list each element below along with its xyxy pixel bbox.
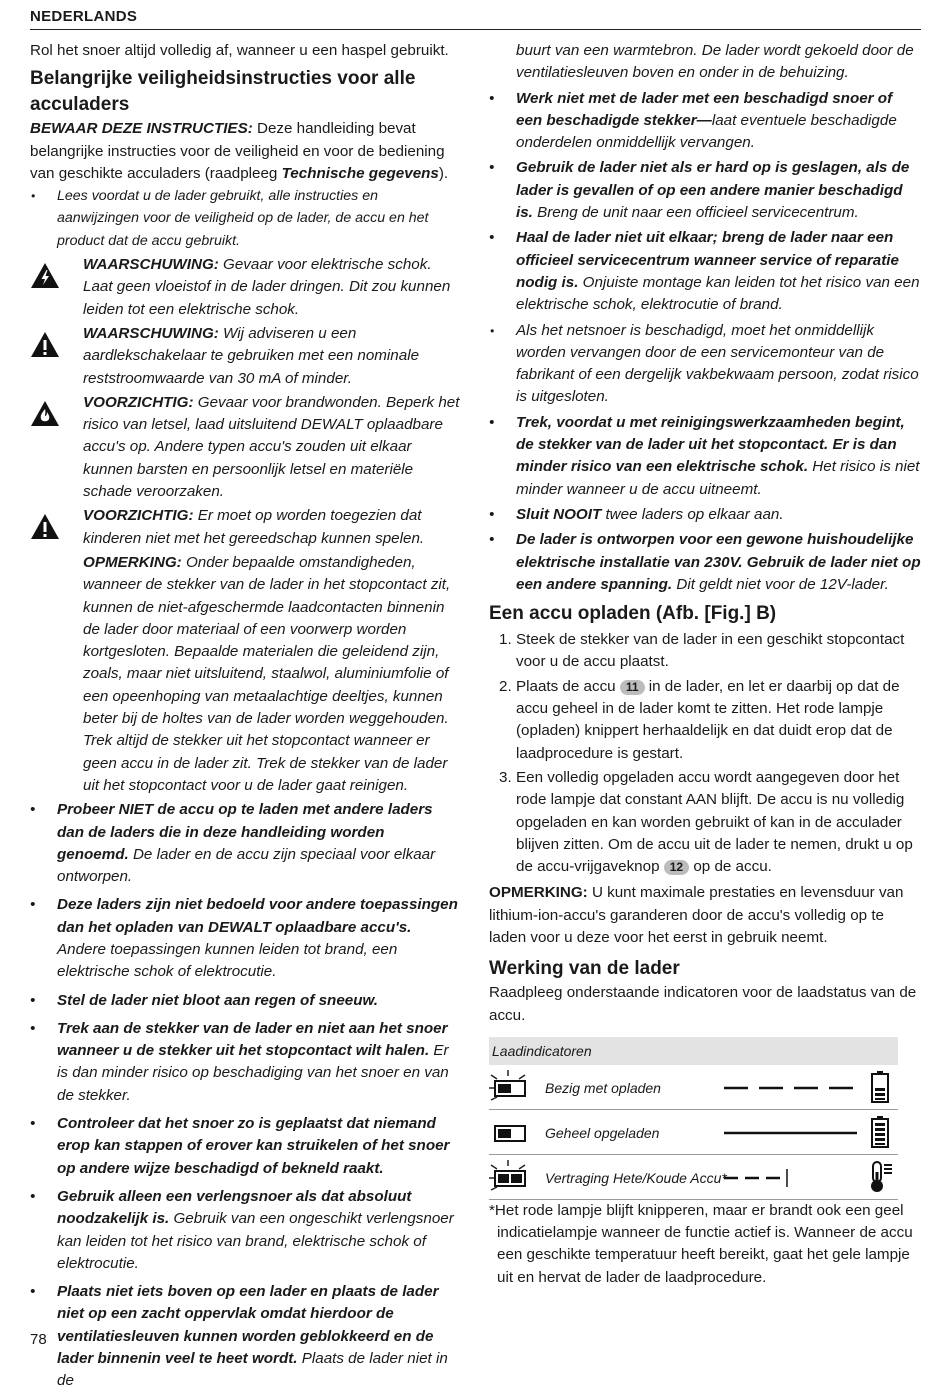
language-header: NEDERLANDS <box>30 8 138 25</box>
bullet-rain <box>30 990 460 1012</box>
dash-then-solid-indicator <box>724 1168 804 1188</box>
warning-electric <box>30 254 460 321</box>
r6-text: twee laders op elkaar aan. <box>601 505 784 523</box>
c1-bold: VOORZICHTIG: <box>83 393 194 411</box>
r2-text: Breng de unit naar een officieel servicecentrum. <box>532 204 859 222</box>
tech-data-ref: Technische gegevens <box>281 164 439 182</box>
double-blinking-light-icon <box>489 1160 533 1194</box>
r1-bold: Werk niet met de lader met een beschadigd snoer of een beschadigde stekker— <box>516 89 893 129</box>
charge-title: Een accu opladen (Afb. [Fig.] B) <box>489 603 777 625</box>
caution-burn <box>30 392 460 503</box>
thermometer-icon <box>869 1161 895 1193</box>
battery-full-icon <box>871 1116 889 1148</box>
r3-text: Onjuiste montage kan leiden tot het risico van een elektrische schok, elektrocutie of brand. <box>516 273 920 314</box>
step-3 <box>489 767 921 878</box>
work-text: Raadpleeg onderstaande indicatoren voor de laadstatus van de accu. <box>489 984 917 1024</box>
indicator-row-full <box>489 1110 898 1155</box>
c1-text: Gevaar voor brandwonden. Beperk het risico van letsel, laad uitsluitend DEWALT oplaadbare accu's op. Andere typen accu's zouden uit elkaar kunnen barsten en persoonlijk letsel en materiële schade veroorzaken. <box>83 393 460 501</box>
bullet-never-connect <box>489 504 921 526</box>
b4-bold: Trek aan de stekker van de lader en niet aan het snoer wanneer u de stekker uit het stopcontact wilt halen. <box>57 1019 448 1060</box>
note-text: Onder bepaalde omstandigheden, wanneer de stekker van de lader in het stopcontact zit, kunnen de niet-afgeschermde laadcontacten binnenin de lader door materiaal of een voorwerp worden kortgesloten. Bepaalde materialen die geleidend zijn, zoals, maar niet uitsluitend, staalwol, aluminiumfolie of een opeenhoping van metaalachtige deeltjes, kunnen beter bij de holtes van de lader worden weggehouden. Trek altijd de stekker uit het stopcontact wanneer er geen accu in de lader zit. Trek de stekker van de lader uit het stopcontact voor u de lader gaat reinigen. <box>83 553 451 794</box>
step-text: Steek de stekker van de lader in een geschikt stopcontact voor u de accu plaatst. <box>516 631 905 671</box>
c2-text: Er moet op worden toegezien dat kinderen niet met het gereedschap kunnen spelen. <box>83 507 425 547</box>
exclamation-warning-icon <box>30 513 60 540</box>
b5-bold: Controleer dat het snoer zo is geplaatst dat niemand erop kan stappen of erover kan struikelen of het snoer op andere wijze beschadigd of bekneld raakt. <box>57 1115 450 1177</box>
step-text: Plaats de accu <box>516 677 620 695</box>
exclamation-warning-icon <box>30 331 60 358</box>
bullet-other-chargers <box>30 799 460 888</box>
b7-text: Plaats de lader niet in de <box>57 1350 448 1390</box>
bullet-ventilation <box>30 1281 460 1392</box>
note-bold: OPMERKING: <box>489 884 588 902</box>
indicator-label: Geheel opgeladen <box>545 1124 660 1141</box>
bullet-voltage <box>489 529 921 596</box>
step-1 <box>489 629 921 674</box>
note-liion <box>489 882 921 949</box>
r5-bold: Trek, voordat u met reinigingswerkzaamheden begint, de stekker van de lader uit het stopcontact. Er is dan minder risico van een elektrische schok. <box>516 413 905 476</box>
step-2 <box>489 676 921 765</box>
r5-text: Het risico is niet minder wanneer u de accu uitneemt. <box>516 458 920 498</box>
read-bullet-text: Lees voordat u de lader gebruikt, alle instructies en aanwijzingen voor de veiligheid op de lader, de accu en het product dat de accu gebruikt. <box>57 188 429 249</box>
w1-text: Gevaar voor elektrische schok. Laat geen vloeistof in de lader dringen. Dit zou kunnen leiden tot een elektrische schok. <box>83 256 451 318</box>
step-number: 3. <box>499 768 512 786</box>
fire-warning-icon <box>30 400 60 427</box>
right-column <box>489 40 921 1289</box>
b6-text: Gebruik van een ongeschikt verlengsnoer kan leiden tot het risico van brand, elektrische schok of elektrocutie. <box>57 1210 454 1272</box>
note-contacts <box>30 552 460 797</box>
b1-text: De lader en de accu zijn speciaal voor elkaar ontworpen. <box>57 845 436 886</box>
blinking-light-icon <box>489 1070 533 1104</box>
b7-bold: Plaats niet iets boven op een lader en plaats de lader niet op een zacht oppervlak omdat hierdoor de ventilatiesleuven kunnen worden geblokkeerd en de lader binnenin veel te heet wordt. <box>57 1283 439 1368</box>
note-bold: OPMERKING: <box>83 553 182 571</box>
r7-text: Dit geldt niet voor de 12V-lader. <box>672 575 889 593</box>
step-text: in de lader, en let er daarbij op dat de accu geheel in de lader komt te zitten. Het rode lampje (opladen) knippert herhaaldelijk en dat duidt erop dat de laadprocedure is gestart. <box>516 677 900 762</box>
step-number: 2. <box>499 677 512 695</box>
w2-text: Wij adviseren u een aardlekschakelaar te gebruiken met een nominale reststroomwaarde van 30 mA of minder. <box>83 324 420 387</box>
indicator-row-hot-cold <box>489 1155 898 1200</box>
bullet-disassemble <box>489 227 921 316</box>
bullet-damaged-cord <box>489 88 921 155</box>
r7-bold: De lader is ontworpen voor een gewone huishoudelijke elektrische installatie van 230V. Gebruik de lader niet op een andere spanning. <box>516 531 921 593</box>
r4-text: Als het netsnoer is beschadigd, moet het onmiddellijk worden vervangen door de een servicemonteur van de fabrikant of een dergelijk vakbekwaam persoon, zodat risico is uitgesloten. <box>516 321 919 406</box>
intro-bold: BEWAAR DEZE INSTRUCTIES: <box>30 120 253 138</box>
indicator-table <box>489 1037 898 1200</box>
intro-paragraph <box>30 118 460 185</box>
b4-text: Er is dan minder risico op beschadiging van het snoer en van de stekker. <box>57 1042 449 1104</box>
c2-bold: VOORZICHTIG: <box>83 507 194 525</box>
indicator-table-header: Laadindicatoren <box>489 1037 898 1065</box>
w1-bold: WAARSCHUWING: <box>83 256 219 274</box>
bullet-replace-cord <box>489 320 921 409</box>
electric-warning-icon <box>30 262 60 289</box>
page-number: 78 <box>30 1331 47 1348</box>
bullet-other-uses <box>30 894 460 983</box>
footnote: *Het rode lampje blijft knipperen, maar er brandt ook een geel indicatielampje wanneer de functie actief is. Wanneer de accu een geschikte temperatuur heeft bereikt, gaat het gele lampje uit en hervat de lader de laadprocedure. <box>489 1201 913 1286</box>
w2-bold: WAARSCHUWING: <box>83 324 219 342</box>
indicator-row-charging <box>489 1065 898 1110</box>
indicator-label: Bezig met opladen <box>545 1079 661 1096</box>
release-button-ref-badge: 12 <box>664 860 689 875</box>
r2-bold: Gebruik de lader niet als er hard op is geslagen, als de lader is gevallen of op een andere manier beschadigd is. <box>516 159 910 222</box>
intro-end: ). <box>438 164 449 182</box>
left-column <box>30 40 460 1393</box>
read-bullet <box>30 185 460 252</box>
r1-text: laat eventuele beschadigde onderdelen onmiddellijk vervangen. <box>516 111 897 152</box>
dashed-line-indicator <box>724 1083 859 1093</box>
b3-bold: Stel de lader niet bloot aan regen of sneeuw. <box>57 991 378 1009</box>
b2-text: Andere toepassingen kunnen leiden tot brand, een elektrische schok of elektrocutie. <box>57 940 398 981</box>
solid-line-indicator <box>724 1128 859 1138</box>
note-text: U kunt maximale prestaties en levensduur van lithium-ion-accu's garanderen door de accu's volledig op te laden voor u deze voor het eerst in gebruik neemt. <box>489 884 904 946</box>
step-text: Een volledig opgeladen accu wordt aangegeven door het rode lampje dat constant AAN blijft. De accu is nu volledig opgeladen en kan worden gebruikt of kan in de acculader blijven zitten. Om de accu uit de lader te nemen, drukt u op de accu-vrijgaveknop <box>516 768 913 876</box>
safety-title: Belangrijke veiligheidsinstructies voor alle acculaders <box>30 68 416 116</box>
intro-text: Deze handleiding bevat belangrijke instructies voor de veiligheid en voor de bediening van geschikte acculaders (raadpleeg <box>30 120 445 182</box>
bullet-cleaning <box>489 412 921 501</box>
bullet-dropped <box>489 157 921 224</box>
b1-bold: Probeer NIET de accu op te laden met andere laders dan de laders die in deze handleiding worden genoemd. <box>57 801 433 863</box>
step-number: 1. <box>499 631 512 649</box>
bullet-extension-cord <box>30 1186 460 1275</box>
step-text: op de accu. <box>689 858 772 876</box>
bullet-pull-plug <box>30 1018 460 1107</box>
b6-bold: Gebruik alleen een verlengsnoer als dat absoluut noodzakelijk is. <box>57 1187 412 1228</box>
indicator-label: Vertraging Hete/Koude Accu* <box>545 1169 727 1186</box>
continued-text: buurt van een warmtebron. De lader wordt gekoeld door de ventilatiesleuven boven en onder in de behuizing. <box>516 42 914 82</box>
warning-rcd <box>30 323 460 390</box>
battery-ref-badge: 11 <box>620 680 645 695</box>
bullet-cord-placement <box>30 1113 460 1180</box>
steady-light-icon <box>489 1115 533 1149</box>
battery-charging-icon <box>871 1071 889 1103</box>
work-title: Werking van de lader <box>489 958 680 980</box>
reel-note: Rol het snoer altijd volledig af, wanneer u een haspel gebruikt. <box>30 42 449 59</box>
header-rule <box>30 29 921 30</box>
r6-bold: Sluit NOOIT <box>516 505 602 523</box>
b2-bold: Deze laders zijn niet bedoeld voor andere toepassingen dan het opladen van DEWALT oplaadbare accu's. <box>57 896 458 936</box>
caution-children <box>30 505 460 550</box>
r3-bold: Haal de lader niet uit elkaar; breng de lader naar een officieel servicecentrum wanneer service of reparatie nodig is. <box>516 229 899 291</box>
